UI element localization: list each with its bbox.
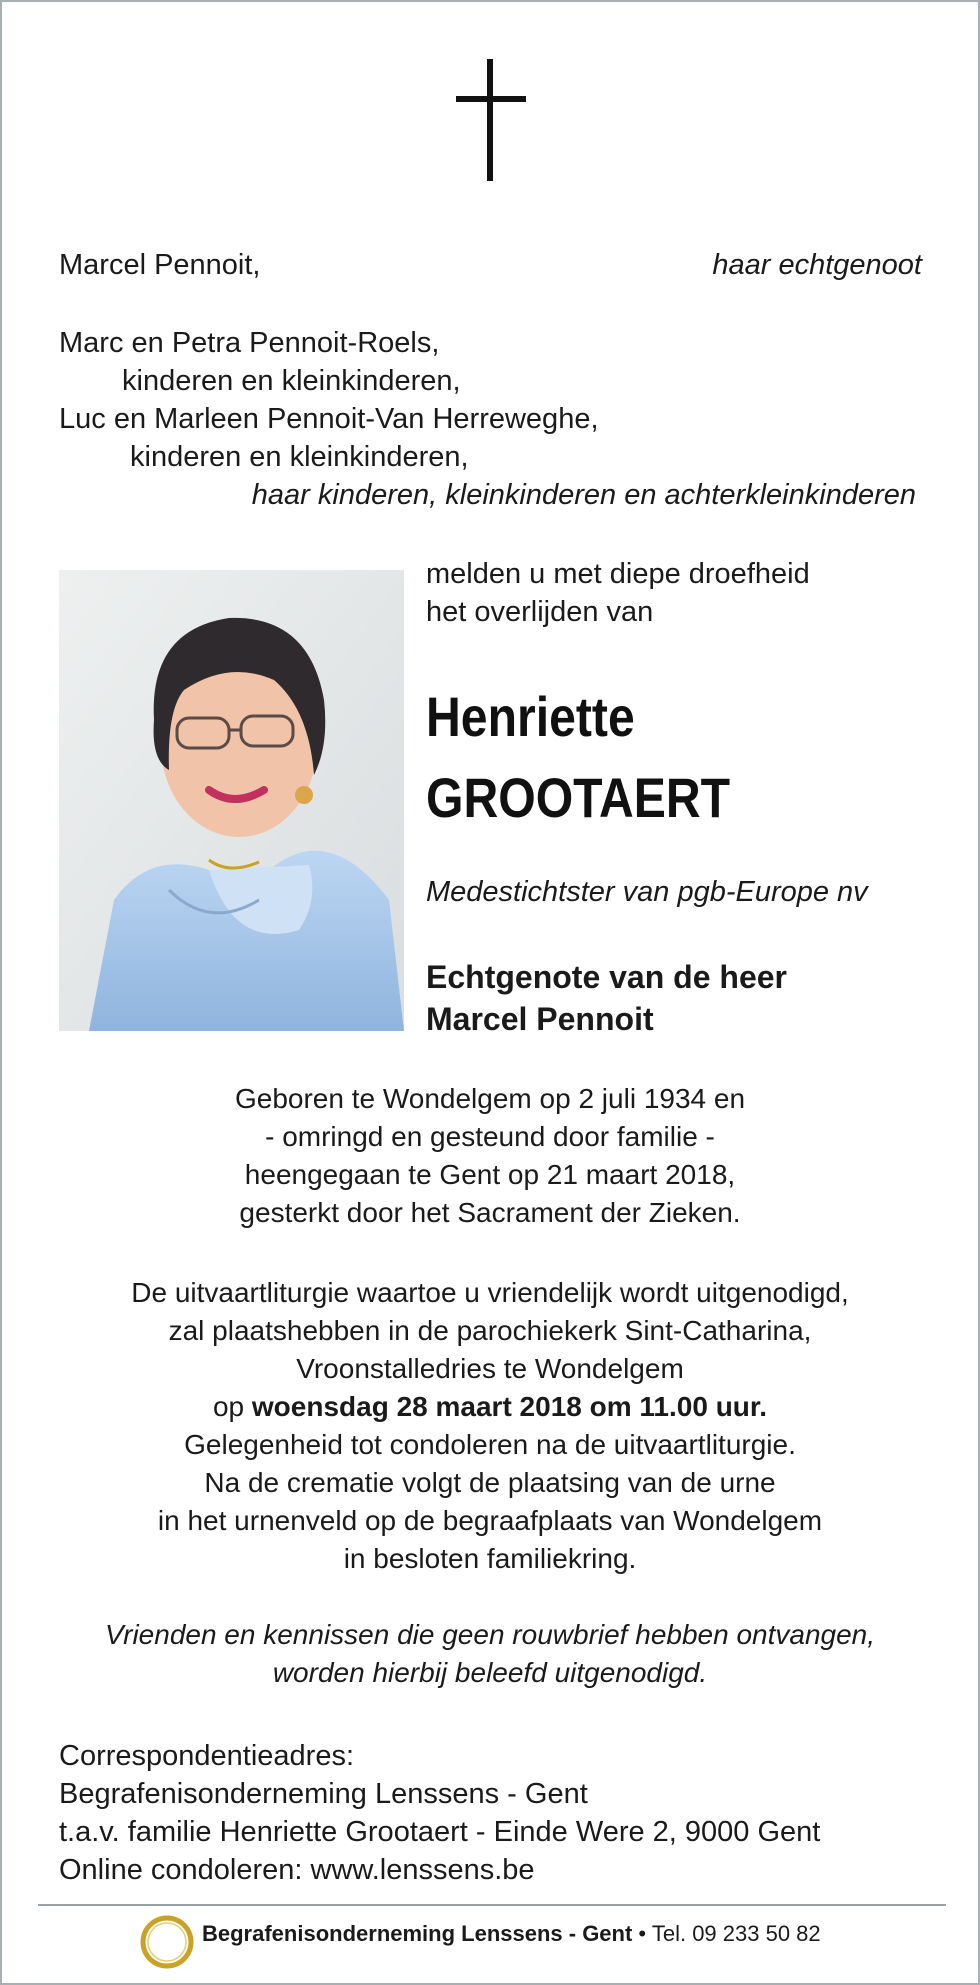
family-line-1: Marc en Petra Pennoit-Roels, [59,327,440,359]
footer-company: Begrafenisonderneming Lenssens - Gent [202,1921,633,1946]
funeral-line-3: Vroonstalledries te Wondelgem [296,1353,684,1384]
funeral-date [2,1388,978,1426]
funeral-line-8: in besloten familiekring. [343,1543,637,1574]
birth-death-line: gesterkt door het Sacrament der Zieken. [239,1197,741,1228]
portrait-photo [59,570,404,1031]
birth-death-block [2,1080,978,1232]
footer-divider [38,1904,946,1906]
funeral-line-7: in het urnenveld op de begraafplaats van Wondelgem [157,1505,823,1536]
footer-phone: Tel. 09 233 50 82 [651,1921,821,1946]
invitation-block [2,1616,978,1692]
correspondence-block [59,1737,820,1889]
deceased-title: Medestichtster van pgb-Europe nv [426,876,868,908]
family-line-2: kinderen en kleinkinderen, [122,365,461,397]
announce-line-1: melden u met diepe droefheid [426,558,810,590]
funeral-home-logo-icon [139,1914,195,1970]
funeral-date-prefix: op [212,1391,252,1422]
family-line-5: haar kinderen, kleinkinderen en achterkleinkinderen [251,479,916,511]
family-line-4: kinderen en kleinkinderen, [130,441,469,473]
deceased-first-name: Henriette [426,685,635,748]
correspondence-line: Correspondentieadres: [59,1740,355,1772]
funeral-date-bold: woensdag 28 maart 2018 om 11.00 uur. [251,1391,768,1422]
family-line-3: Luc en Marleen Pennoit-Van Herreweghe, [59,403,599,435]
footer-text [202,1920,821,1948]
birth-death-line: heengegaan te Gent op 21 maart 2018, [244,1159,736,1190]
funeral-block [2,1274,978,1578]
correspondence-line: Begrafenisonderneming Lenssens - Gent [59,1778,588,1810]
correspondence-line: t.a.v. familie Henriette Grootaert - Einde Were 2, 9000 Gent [59,1816,821,1848]
spouse-line-1: Echtgenote van de heer [426,959,787,995]
announce-line-2: het overlijden van [426,596,654,628]
spouse-name: Marcel Pennoit, [59,249,261,281]
deceased-last-name: GROOTAERT [426,766,731,829]
funeral-line-1: De uitvaartliturgie waartoe u vriendelijk wordt uitgenodigd, [131,1277,849,1308]
funeral-line-2: zal plaatshebben in de parochiekerk Sint-Catharina, [168,1315,812,1346]
birth-death-line: Geboren te Wondelgem op 2 juli 1934 en [234,1083,746,1114]
funeral-line-5: Gelegenheid tot condoleren na de uitvaartliturgie. [184,1429,796,1460]
birth-death-line: - omringd en gesteund door familie - [265,1121,715,1152]
correspondence-line: Online condoleren: www.lenssens.be [59,1854,535,1886]
funeral-line-6: Na de crematie volgt de plaatsing van de urne [204,1467,776,1498]
invitation-line: worden hierbij beleefd uitgenodigd. [272,1657,708,1688]
invitation-line: Vrienden en kennissen die geen rouwbrief hebben ontvangen, [104,1619,876,1650]
footer-separator: • [632,1921,652,1946]
spouse-line-2: Marcel Pennoit [426,1001,654,1037]
spouse-role: haar echtgenoot [712,249,922,281]
